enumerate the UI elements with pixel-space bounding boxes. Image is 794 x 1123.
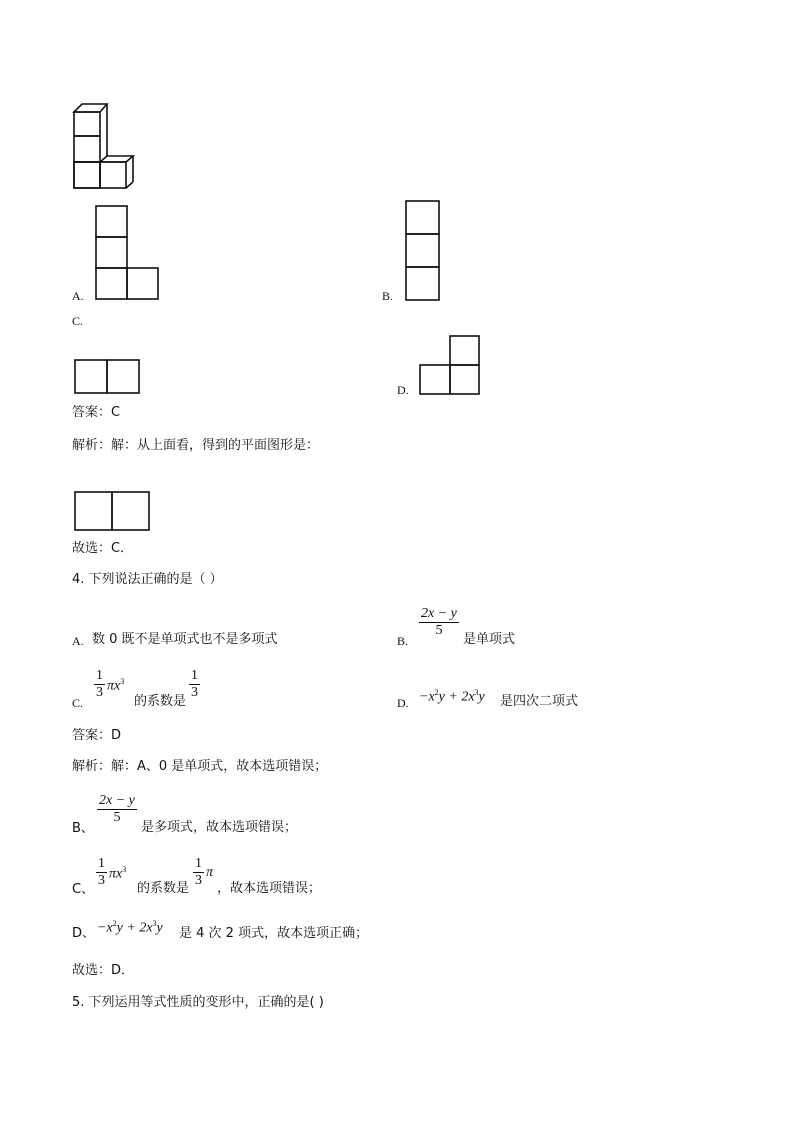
q4-c-fraction: $\frac{1}{3}$ bbox=[96, 668, 103, 700]
q4-c-mid: 的系数是 bbox=[134, 694, 187, 709]
q4-analysis-b-fraction: $\frac{2x - y}{5}$ bbox=[99, 793, 135, 825]
q3-analysis: 解析：解：从上面看，得到的平面图形是： bbox=[72, 438, 320, 453]
q4-analysis-b-text: 是多项式，故本选项错误； bbox=[141, 820, 298, 835]
option-d-label: D. bbox=[397, 383, 409, 397]
q4-analysis-c-term: $\pi x^3$ bbox=[109, 865, 127, 882]
q4-analysis-d-expr: $-x^2y + 2x^3y$ bbox=[97, 919, 163, 936]
q3-answer: 答案：C bbox=[72, 405, 121, 420]
option-c-figure bbox=[74, 359, 142, 395]
q4-answer: 答案：D bbox=[72, 728, 122, 743]
q4-d-text: 是四次二项式 bbox=[500, 694, 579, 709]
option-b-label: B. bbox=[382, 289, 394, 303]
q4-analysis-d-text: 是 4 次 2 项式，故本选项正确； bbox=[179, 926, 369, 941]
q4-analysis-c-fraction: $\frac{1}{3}$ bbox=[98, 856, 105, 888]
top-view-figure bbox=[74, 491, 154, 533]
q4-a-text: 数 0 既不是单项式也不是多项式 bbox=[92, 632, 278, 647]
q4-c-term: $\pi x^3$ bbox=[107, 677, 125, 694]
option-b-figure bbox=[405, 200, 441, 301]
q4-analysis-c-label: C、 bbox=[72, 882, 95, 897]
q4-analysis-c-text: ，故本选项错误； bbox=[217, 881, 322, 896]
q4-conclusion: 故选：D． bbox=[72, 963, 135, 978]
q4-a-label: A. bbox=[72, 634, 84, 648]
q4-c-coef: $\frac{1}{3}$ bbox=[191, 668, 198, 700]
q4-d-expr: $-x^2y + 2x^3y$ bbox=[419, 688, 485, 705]
q3-conclusion: 故选：C． bbox=[72, 541, 134, 556]
q4-analysis-c-coef: $\frac{1}{3}$ bbox=[195, 856, 202, 888]
q4-b-label: B. bbox=[397, 634, 409, 648]
q4-analysis-c-mid: 的系数是 bbox=[137, 881, 190, 896]
option-a-label: A. bbox=[72, 289, 84, 303]
q4-stem: 4. 下列说法正确的是（ ） bbox=[72, 572, 223, 587]
q4-b-text: 是单项式 bbox=[463, 632, 516, 647]
cube-stack-figure bbox=[70, 100, 140, 195]
option-c-label: C. bbox=[72, 314, 84, 328]
q4-d-label: D. bbox=[397, 696, 409, 710]
q4-analysis-a: 解析：解：A、0 是单项式，故本选项错误； bbox=[72, 759, 328, 774]
q5-stem: 5. 下列运用等式性质的变形中，正确的是( ) bbox=[72, 995, 324, 1010]
q4-b-fraction: $\frac{2x - y}{5}$ bbox=[421, 606, 457, 638]
q4-c-label: C. bbox=[72, 696, 84, 710]
q4-analysis-d-label: D、 bbox=[72, 926, 96, 941]
q4-analysis-c-pi: π bbox=[206, 865, 214, 880]
option-d-figure bbox=[419, 335, 483, 396]
q4-analysis-b-label: B、 bbox=[72, 821, 94, 836]
option-a-figure bbox=[95, 205, 160, 301]
